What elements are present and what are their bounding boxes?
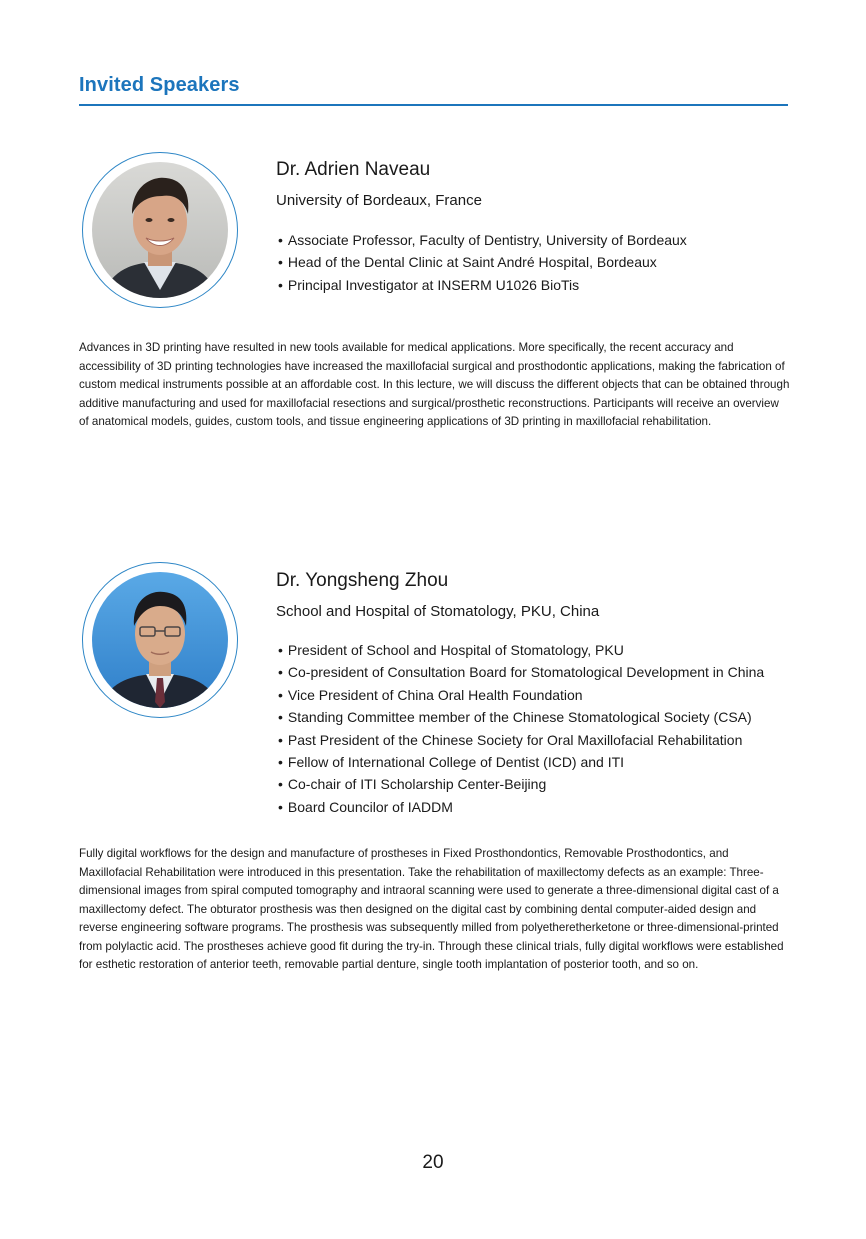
section-title: Invited Speakers bbox=[79, 74, 240, 96]
speaker-abstract: Fully digital workflows for the design and manufacture of prostheses in Fixed Prosthondontics, Removable Prosthodontics, and Maxillofacial Rehabilitation were introduced in this presentation. Take the rehabilitation of maxillectomy defects as an example: Three-dimensional images from spiral computed tomography and intraoral scanning were used to generate a three-dimensional digital cast of a maxillectomy defect. The obturator prosthesis was then designed on the digital cast by combining dental computer-aided design and reverse engineering software programs. The prosthesis was subsequently milled from polyetheretherketone or three-dimensional-printed from polylactic acid. The prostheses achieve good fit during the try-in. Through these clinical trials, fully digital workflows were established for esthetic restoration of anterior teeth, removable partial denture, single tooth implantation of posterior tooth, and so on. bbox=[79, 847, 784, 971]
speaker-roles-list bbox=[278, 639, 764, 818]
list-item: • Board Councilor of IADDM bbox=[278, 796, 764, 818]
page-number: 20 bbox=[422, 1152, 444, 1173]
speaker-photo-frame bbox=[82, 562, 238, 718]
speaker-name: Dr. Adrien Naveau bbox=[276, 159, 431, 180]
list-item: • Co-president of Consultation Board for Stomatological Development in China bbox=[278, 661, 764, 683]
portrait-photo bbox=[92, 572, 228, 708]
list-item: • President of School and Hospital of Stomatology, PKU bbox=[278, 639, 764, 661]
speaker-roles-list bbox=[278, 229, 687, 296]
speaker-affiliation: School and Hospital of Stomatology, PKU, China bbox=[276, 603, 600, 620]
list-item: • Past President of the Chinese Society for Oral Maxillofacial Rehabilitation bbox=[278, 729, 764, 751]
portrait-photo-icon bbox=[92, 162, 228, 298]
list-item: • Head of the Dental Clinic at Saint André Hospital, Bordeaux bbox=[278, 251, 687, 273]
portrait-photo bbox=[92, 162, 228, 298]
speaker-affiliation: University of Bordeaux, France bbox=[276, 192, 482, 209]
list-item: • Co-chair of ITI Scholarship Center-Beijing bbox=[278, 773, 764, 795]
list-item: • Associate Professor, Faculty of Dentistry, University of Bordeaux bbox=[278, 229, 687, 251]
list-item: • Principal Investigator at INSERM U1026 BioTis bbox=[278, 274, 687, 296]
portrait-photo-icon bbox=[92, 572, 228, 708]
speaker-name: Dr. Yongsheng Zhou bbox=[276, 570, 449, 591]
section-divider bbox=[79, 104, 788, 106]
list-item: • Standing Committee member of the Chinese Stomatological Society (CSA) bbox=[278, 706, 764, 728]
speaker-abstract: Advances in 3D printing have resulted in new tools available for medical applications. More specifically, the recent accuracy and accessibility of 3D printing technologies have increased the maxillofacial surgical and prosthodontic applications, making the fabrication of custom medical instruments possible at an affordable cost. In this lecture, we will discuss the different objects that can be obtained through additive manufacturing and used for maxillofacial resections and surgical/prosthetic reconstructions. Participants will receive an overview of anatomical models, guides, custom tools, and tissue engineering applications of 3D printing in maxillofacial rehabilitation. bbox=[79, 341, 790, 428]
speaker-photo-frame bbox=[82, 152, 238, 308]
list-item: • Fellow of International College of Dentist (ICD) and ITI bbox=[278, 751, 764, 773]
list-item: • Vice President of China Oral Health Foundation bbox=[278, 684, 764, 706]
